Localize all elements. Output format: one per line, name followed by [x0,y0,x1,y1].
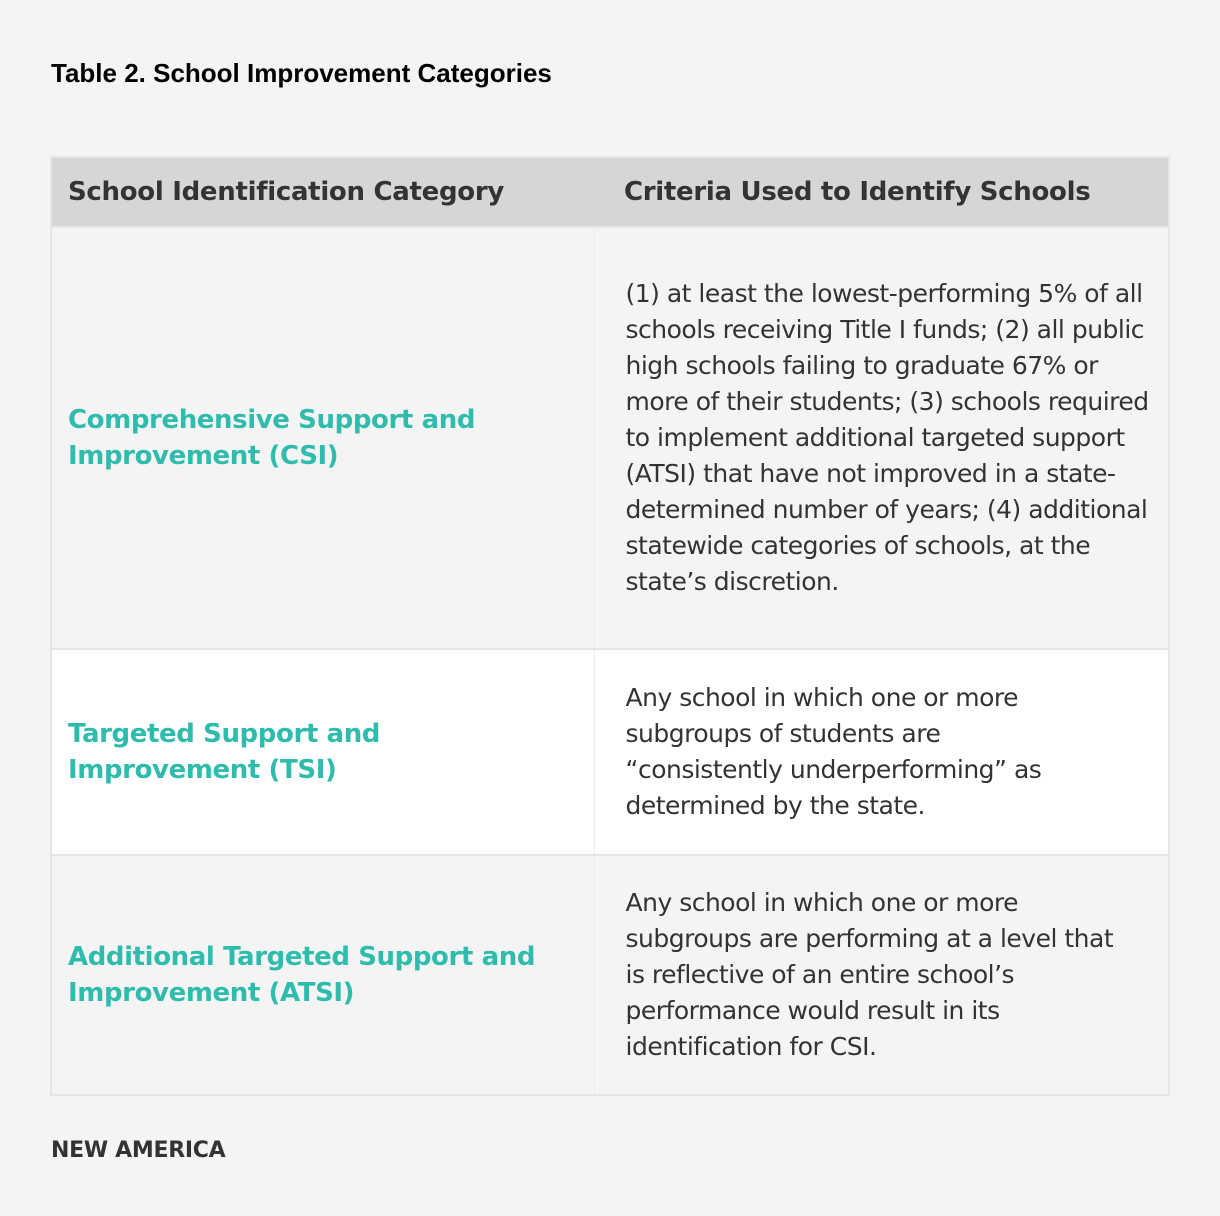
header-row [52,158,1168,227]
criteria-cell [594,649,1168,855]
category-cell [52,855,594,1094]
table-body [52,227,1168,1094]
table-header [52,158,1168,227]
criteria-text: Any school in which one or more subgroups are performing at a level that is reflective of an entire school’s performance would result in its identification for CSI. [625,888,1114,1061]
category-cell [52,227,594,649]
criteria-text: Any school in which one or more subgroups of students are “consistently underperforming” as determined by the state. [625,683,1042,820]
table-row [52,227,1168,649]
school-categories-table [50,156,1170,1096]
category-label: Comprehensive Support and Improvement (CSI) [68,405,476,471]
column-header-criteria: Criteria Used to Identify Schools [594,158,1168,227]
table-row [52,649,1168,855]
criteria-text: (1) at least the lowest-performing 5% of all schools receiving Title I funds; (2) all public high schools failing to graduate 67% or more of their students; (3) schools required to implement additional targeted support (ATSI) that have not improved in a state-determined number of years; (4) additional statewide categories of schools, at the state’s discretion. [625,279,1149,596]
table-row [52,855,1168,1094]
criteria-cell [594,855,1168,1094]
table-title: Table 2. School Improvement Categories [51,58,552,88]
column-header-category: School Identification Category [52,158,594,227]
category-cell [52,649,594,855]
category-label: Targeted Support and Improvement (TSI) [68,719,381,785]
brand-logo-text: NEW AMERICA [51,1138,226,1163]
criteria-cell [594,227,1168,649]
table [52,158,1168,1094]
category-label: Additional Targeted Support and Improvement (ATSI) [68,942,536,1008]
